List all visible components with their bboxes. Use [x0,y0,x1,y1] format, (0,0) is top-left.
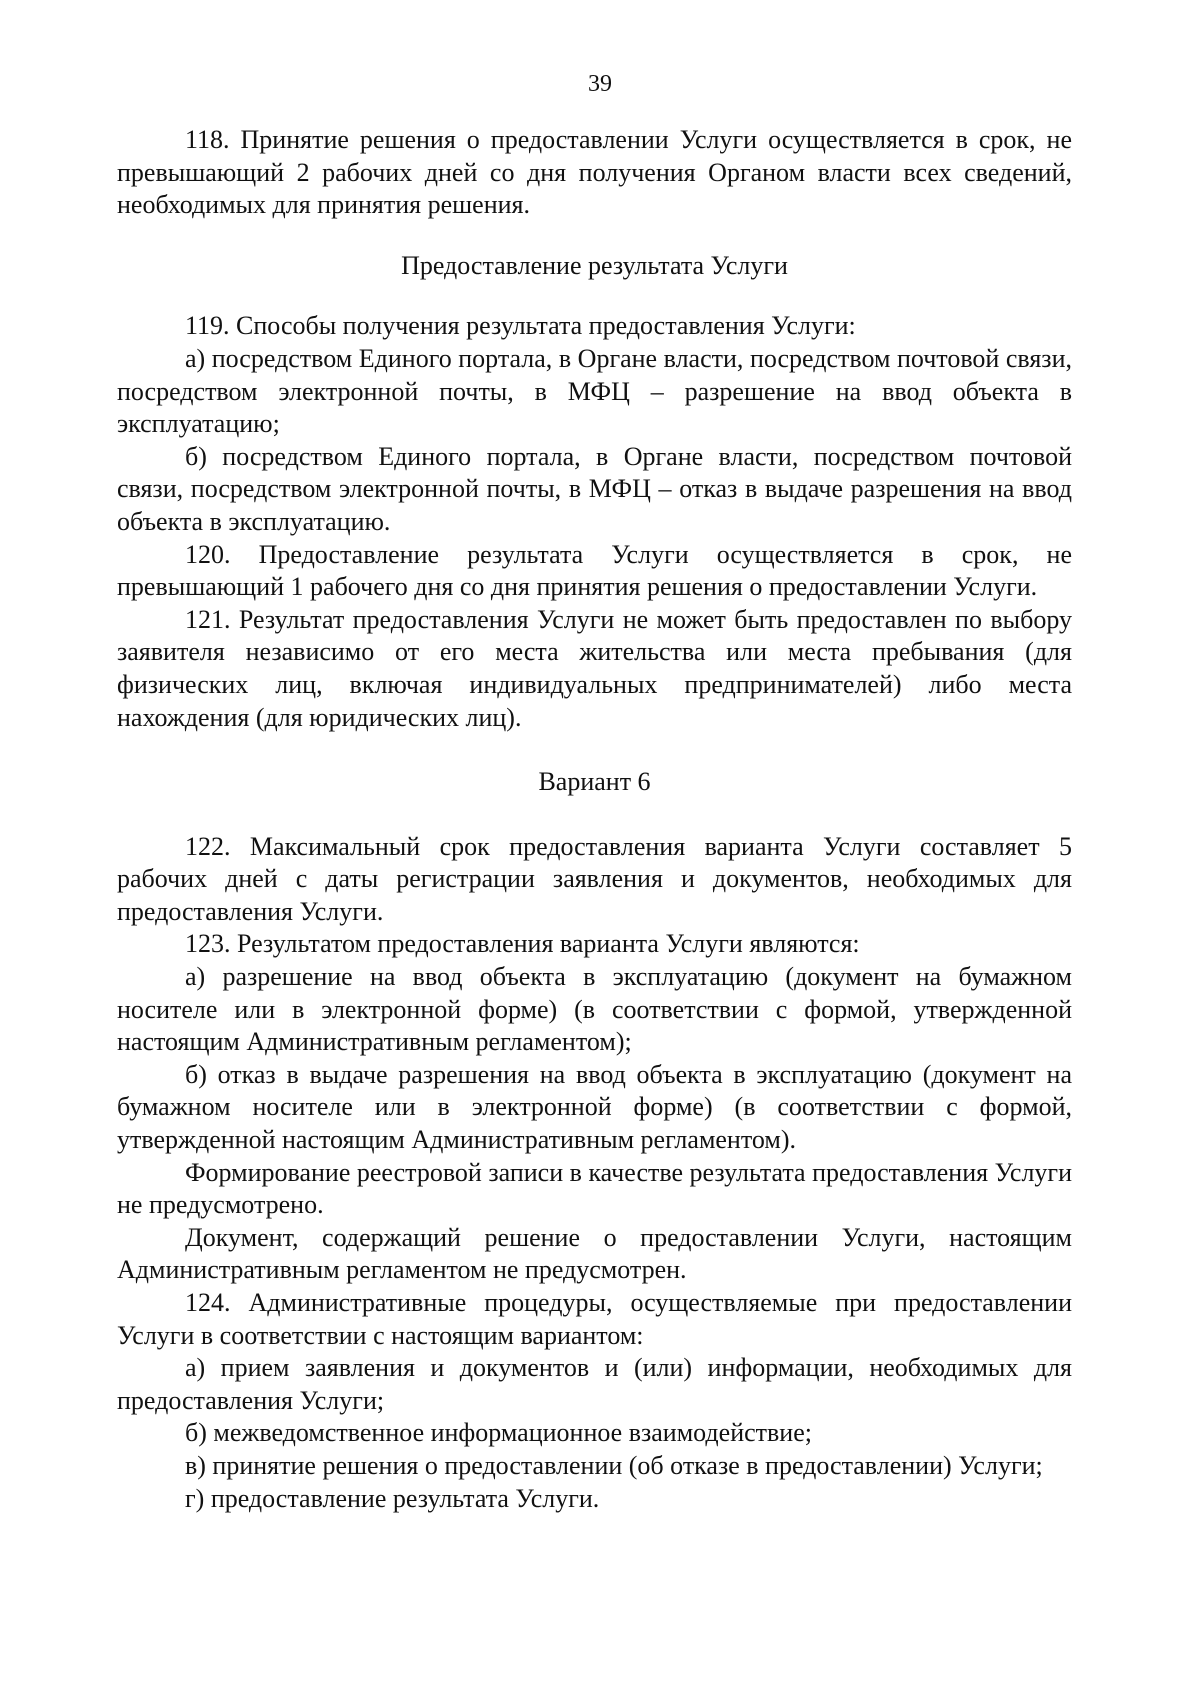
paragraph-124-v: в) принятие решения о предоставлении (об отказе в предоставлении) Услуги; [185,1450,1043,1480]
section-heading-variant-6: Вариант 6 [538,767,651,797]
paragraph-123: 123. Результатом предоставления варианта Услуги являются: [185,929,860,959]
page-number: 39 [588,71,612,97]
paragraph-120: 120. Предоставление результата Услуги осуществляется в срок, не превышающий 1 рабочего дня со дня принятия решения о предоставлении Услуги. [117,539,1072,602]
section-heading-result: Предоставление результата Услуги [401,250,788,280]
paragraph-121: 121. Результат предоставления Услуги не может быть предоставлен по выбору заявителя независимо от его места жительства или места пребывания (для физических лиц, включая индивидуальных предпринимателей) либо места нахождения (для юридических лиц). [117,604,1072,732]
paragraph-118: 118. Принятие решения о предоставлении Услуги осуществляется в срок, не превышающий 2 рабочих дней со дня получения Органом власти всех сведений, необходимых для принятия решения. [117,125,1072,220]
paragraph-124: 124. Административные процедуры, осуществляемые при предоставлении Услуги в соответствии с настоящим вариантом: [117,1288,1072,1350]
paragraph-124-b: б) межведомственное информационное взаимодействие; [185,1418,812,1448]
paragraph-119-b: б) посредством Единого портала, в Органе власти, посредством почтовой связи, посредством электронной почты, в МФЦ – отказ в выдаче разрешения на ввод объекта в эксплуатацию. [117,441,1072,536]
document-body [117,124,1072,1515]
paragraph-123-a: а) разрешение на ввод объекта в эксплуатацию (документ на бумажном носителе или в электронной форме) (в соответствии с формой, утвержденной настоящим Административным регламентом); [117,962,1072,1057]
paragraph-124-g: г) предоставление результата Услуги. [185,1483,600,1513]
paragraph-123-b: б) отказ в выдаче разрешения на ввод объекта в эксплуатацию (документ на бумажном носителе или в электронной форме) (в соответствии с формой, утвержденной настоящим Административным регламентом). [117,1059,1072,1155]
paragraph-119-a: а) посредством Единого портала, в Органе власти, посредством почтовой связи, посредством электронной почты, в МФЦ – разрешение на ввод объекта в эксплуатацию; [117,343,1072,439]
paragraph-registry-record: Формирование реестровой записи в качестве результата предоставления Услуги не предусмотрено. [117,1157,1072,1220]
paragraph-122: 122. Максимальный срок предоставления варианта Услуги составляет 5 рабочих дней с даты регистрации заявления и документов, необходимых для предоставления Услуги. [117,831,1072,926]
paragraph-119: 119. Способы получения результата предоставления Услуги: [185,311,856,341]
paragraph-decision-document: Документ, содержащий решение о предоставлении Услуги, настоящим Административным регламентом не предусмотрен. [117,1222,1072,1285]
paragraph-124-a: а) прием заявления и документов и (или) информации, необходимых для предоставления Услуги; [117,1353,1072,1415]
